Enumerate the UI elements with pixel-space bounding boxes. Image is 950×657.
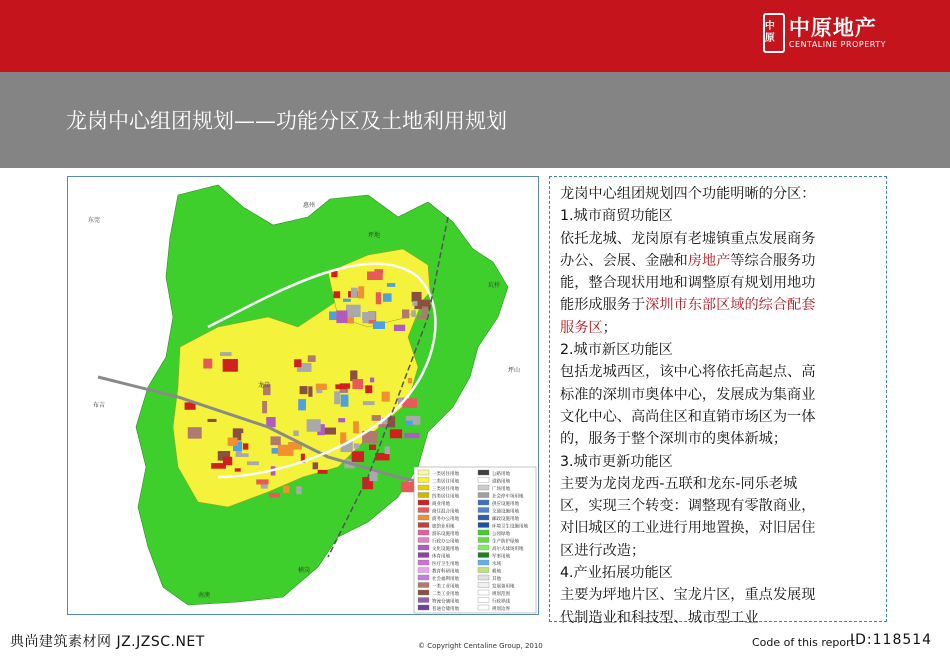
land-parcel [283,486,289,493]
zone2-line: 的，服务于整个深圳市的奥体新城； [560,431,788,448]
zone2-line: 标准的深圳市奥体中心，发展成为集商业 [560,386,816,403]
land-parcel [388,416,396,427]
land-parcel [220,352,231,356]
legend-swatch [418,508,429,513]
legend-swatch [418,605,429,610]
legend-swatch [478,553,489,558]
land-parcel [363,317,369,323]
land-parcel [402,309,409,318]
legend-label: 教育科研用地 [432,569,459,575]
legend-label: 交通设施用地 [492,509,519,515]
land-parcel [422,307,428,317]
land-parcel [363,401,375,405]
land-parcel [340,432,346,443]
legend-swatch [418,500,429,505]
legend-label: 耕地 [492,569,501,575]
land-parcel [401,482,415,492]
land-parcel [294,359,301,367]
land-parcel [370,378,374,383]
land-parcel [316,384,327,390]
zone1-line: 能，整合现状用地和调整原有规划用地功 [560,275,816,292]
land-parcel [412,301,417,306]
legend-label: 二类工业用地 [432,592,459,597]
legend-label: 其他 [492,577,501,582]
legend-swatch [418,598,429,603]
land-parcel [346,305,361,317]
legend-swatch [478,530,489,535]
legend-label: 军事用地 [492,554,510,560]
zone1-line: 能形成服务于深圳市东部区域的综合配套 [560,297,816,314]
land-parcel [378,424,386,428]
legend-swatch [478,605,489,610]
page-title: 龙岗中心组团规划——功能分区及土地利用规划 [66,109,507,133]
land-parcel [262,401,267,413]
zone3-title: 3.城市更新功能区 [560,453,673,470]
place-label: 东莞 [88,217,101,224]
legend-swatch [418,568,429,573]
legend-swatch [418,560,429,565]
legend-swatch [478,493,489,498]
land-parcel [243,443,248,449]
legend-label: 高尔夫球场用地 [492,547,524,552]
land-use-map-drawing [68,177,539,615]
logo-chinese-name: 中原地产 [788,16,877,40]
legend-label: 一类居住用地 [432,472,459,477]
legend-label: 文化设施用地 [432,547,459,552]
legend-label: 体育用地 [432,554,450,560]
legend-label: 道路用地 [492,479,510,485]
land-parcel [203,359,212,369]
land-parcel [300,386,308,394]
land-parcel [373,321,385,329]
land-parcel [308,386,312,396]
place-label: 横岗 [298,567,311,574]
zone1-line: 办公、会展、金融和房地产等综合服务功 [560,252,816,269]
legend-label: 商务办公用地 [432,517,459,522]
legend-label: 物流仓储用地 [432,599,459,605]
land-parcel [387,283,395,287]
place-label: 龙岗 [258,382,271,389]
legend-label: 环境卫生设施用地 [492,524,528,530]
land-parcel [418,315,427,319]
logo-english-name: CENTALINE PROPERTY [788,40,886,49]
land-parcel [372,415,381,421]
land-parcel [271,436,281,445]
zone4-line: 代制造业和科技型、城市型工业 [560,609,759,626]
zone4-line: 主要为坪地片区、宝龙片区，重点发展现 [560,587,816,604]
land-parcel [236,453,249,457]
legend-swatch [418,583,429,588]
land-parcel [352,451,364,462]
land-parcel [343,299,351,302]
title-bar [0,72,950,168]
place-label: 坪山 [508,367,521,374]
land-parcel [341,394,349,406]
watermark-text: 典尚建筑素材网 JZ.JZSC.NET [10,634,205,650]
legend-swatch [478,523,489,528]
legend-label: 供应设施用地 [492,502,519,507]
land-parcel [385,446,390,454]
land-parcel [338,418,345,422]
place-label: 惠州 [303,202,316,209]
legend-swatch [478,598,489,603]
zone2-title: 2.城市新区功能区 [560,342,673,359]
legend-swatch [478,508,489,513]
zone3-line: 区，实现三个转变：调整现有零散商业， [560,498,816,515]
land-parcel [235,468,241,471]
land-parcel [324,428,336,435]
legend-label: 行政界线 [492,599,510,605]
land-parcel [374,269,383,274]
logo-seal: 中原 [763,13,785,53]
legend-swatch [478,560,489,565]
legend-label: 医疗卫生用地 [432,562,459,567]
copyright-text: © Copyright Centaline Group, 2010 [418,642,543,650]
legend-label: 公路用地 [492,472,510,477]
land-parcel [408,378,412,383]
land-parcel [256,479,268,484]
zone-description-panel [549,176,887,626]
land-parcel [313,462,318,469]
place-label: 布吉 [93,402,106,409]
legend-swatch [478,575,489,580]
land-parcel [394,325,405,331]
land-use-map [67,176,539,615]
land-parcel [404,433,419,438]
legend-swatch [418,575,429,580]
land-parcel [188,427,202,438]
legend-swatch [418,530,429,535]
land-parcel [308,355,316,362]
legend-swatch [478,478,489,483]
legend-label: 生产防护绿地 [492,539,519,545]
legend-swatch [418,493,429,498]
legend-swatch [478,485,489,490]
land-parcel [382,392,390,402]
land-parcel [223,359,238,372]
report-id: ID:118514 [850,632,933,648]
legend-swatch [478,500,489,505]
land-parcel [390,429,402,438]
land-parcel [293,431,298,436]
land-parcel [333,291,340,298]
intro-text: 龙岗中心组团规划四个功能明晰的分区： [560,186,816,202]
report-code-label: Code of this report [752,636,855,649]
legend-swatch [418,590,429,595]
legend-label: 游乐设施用地 [432,532,459,537]
legend-label: 社会福利用地 [432,577,459,582]
legend-label: 规划边界 [492,607,510,612]
land-parcel [336,310,347,323]
legend-label: 一类工业用地 [432,584,459,590]
highlight-service-area: 深圳市东部区域的综合配套 [645,297,816,314]
legend-swatch [478,538,489,543]
land-parcel [411,310,416,317]
land-parcel [383,293,392,301]
legend-label: 社会停车场用地 [492,494,524,500]
centaline-logo [763,13,886,53]
legend-label: 广场用地 [492,487,510,492]
zone3-line: 主要为龙岗龙西-五联和龙东-同乐老城 [560,475,798,492]
legend-swatch [478,545,489,550]
land-parcel [334,391,340,404]
legend-label: 商业用地 [432,502,450,507]
legend-label: 规划范围 [492,592,510,597]
header-bar [0,0,950,72]
land-parcel [351,288,358,298]
legend-swatch [478,583,489,588]
legend-swatch [418,553,429,558]
land-parcel [318,470,328,474]
zone3-line: 区进行改造； [560,542,646,559]
zone2-line: 包括龙城西区，该中心将依托高起点、高 [560,364,816,381]
legend-swatch [418,538,429,543]
land-parcel [208,419,217,422]
legend-label: 三类居住用地 [432,487,459,492]
land-parcel [296,486,301,494]
legend-swatch [418,523,429,528]
zone1-line: 依托龙城、龙岗原有老墟镇重点发展商务 [560,230,816,247]
land-parcel [353,421,359,433]
legend-swatch [478,515,489,520]
legend-label: 水域 [492,562,501,567]
land-parcel [406,421,413,426]
land-parcel [358,286,364,298]
zone3-line: 对旧城区的工业进行用地置换，对旧居住 [560,520,816,537]
legend-swatch [418,485,429,490]
legend-label: 二类居住用地 [432,479,459,485]
legend-label: 发展备用地 [492,584,515,590]
zone1-line: 服务区； [560,319,617,336]
legend-label: 四类居住用地 [432,494,459,500]
land-parcel [269,493,280,497]
land-parcel [247,461,259,465]
place-label: 南澳 [198,592,211,599]
land-parcel [369,445,376,450]
legend-swatch [478,590,489,595]
place-label: 坑梓 [488,282,501,289]
zone2-line: 文化中心、高尚住区和直销市场区为一体 [560,408,816,425]
legend-label: 旅馆业用地 [432,524,455,530]
legend-label: 行政办公用地 [432,539,459,545]
land-parcel [365,385,372,393]
legend-swatch [418,470,429,475]
land-parcel [307,419,321,432]
zone1-title: 1.城市商贸功能区 [560,208,673,225]
land-parcel [223,457,232,465]
legend-swatch [418,515,429,520]
land-parcel [298,399,306,410]
land-parcel [335,384,347,389]
legend-swatch [418,478,429,483]
legend-label: 商住混合用地 [432,509,459,515]
legend-swatch [478,470,489,475]
land-parcel [352,379,363,389]
legend-swatch [478,568,489,573]
legend-label: 普通仓储用地 [432,607,459,612]
land-parcel [354,443,360,448]
place-label: 坪地 [368,232,381,239]
zone4-title: 4.产业拓展功能区 [560,565,673,582]
land-parcel [376,292,381,304]
land-parcel [228,438,238,446]
legend-swatch [418,545,429,550]
legend-label: 公园绿地 [492,532,510,537]
highlight-real-estate: 房地产 [687,252,731,269]
legend-label: 邮政设施用地 [492,517,519,522]
